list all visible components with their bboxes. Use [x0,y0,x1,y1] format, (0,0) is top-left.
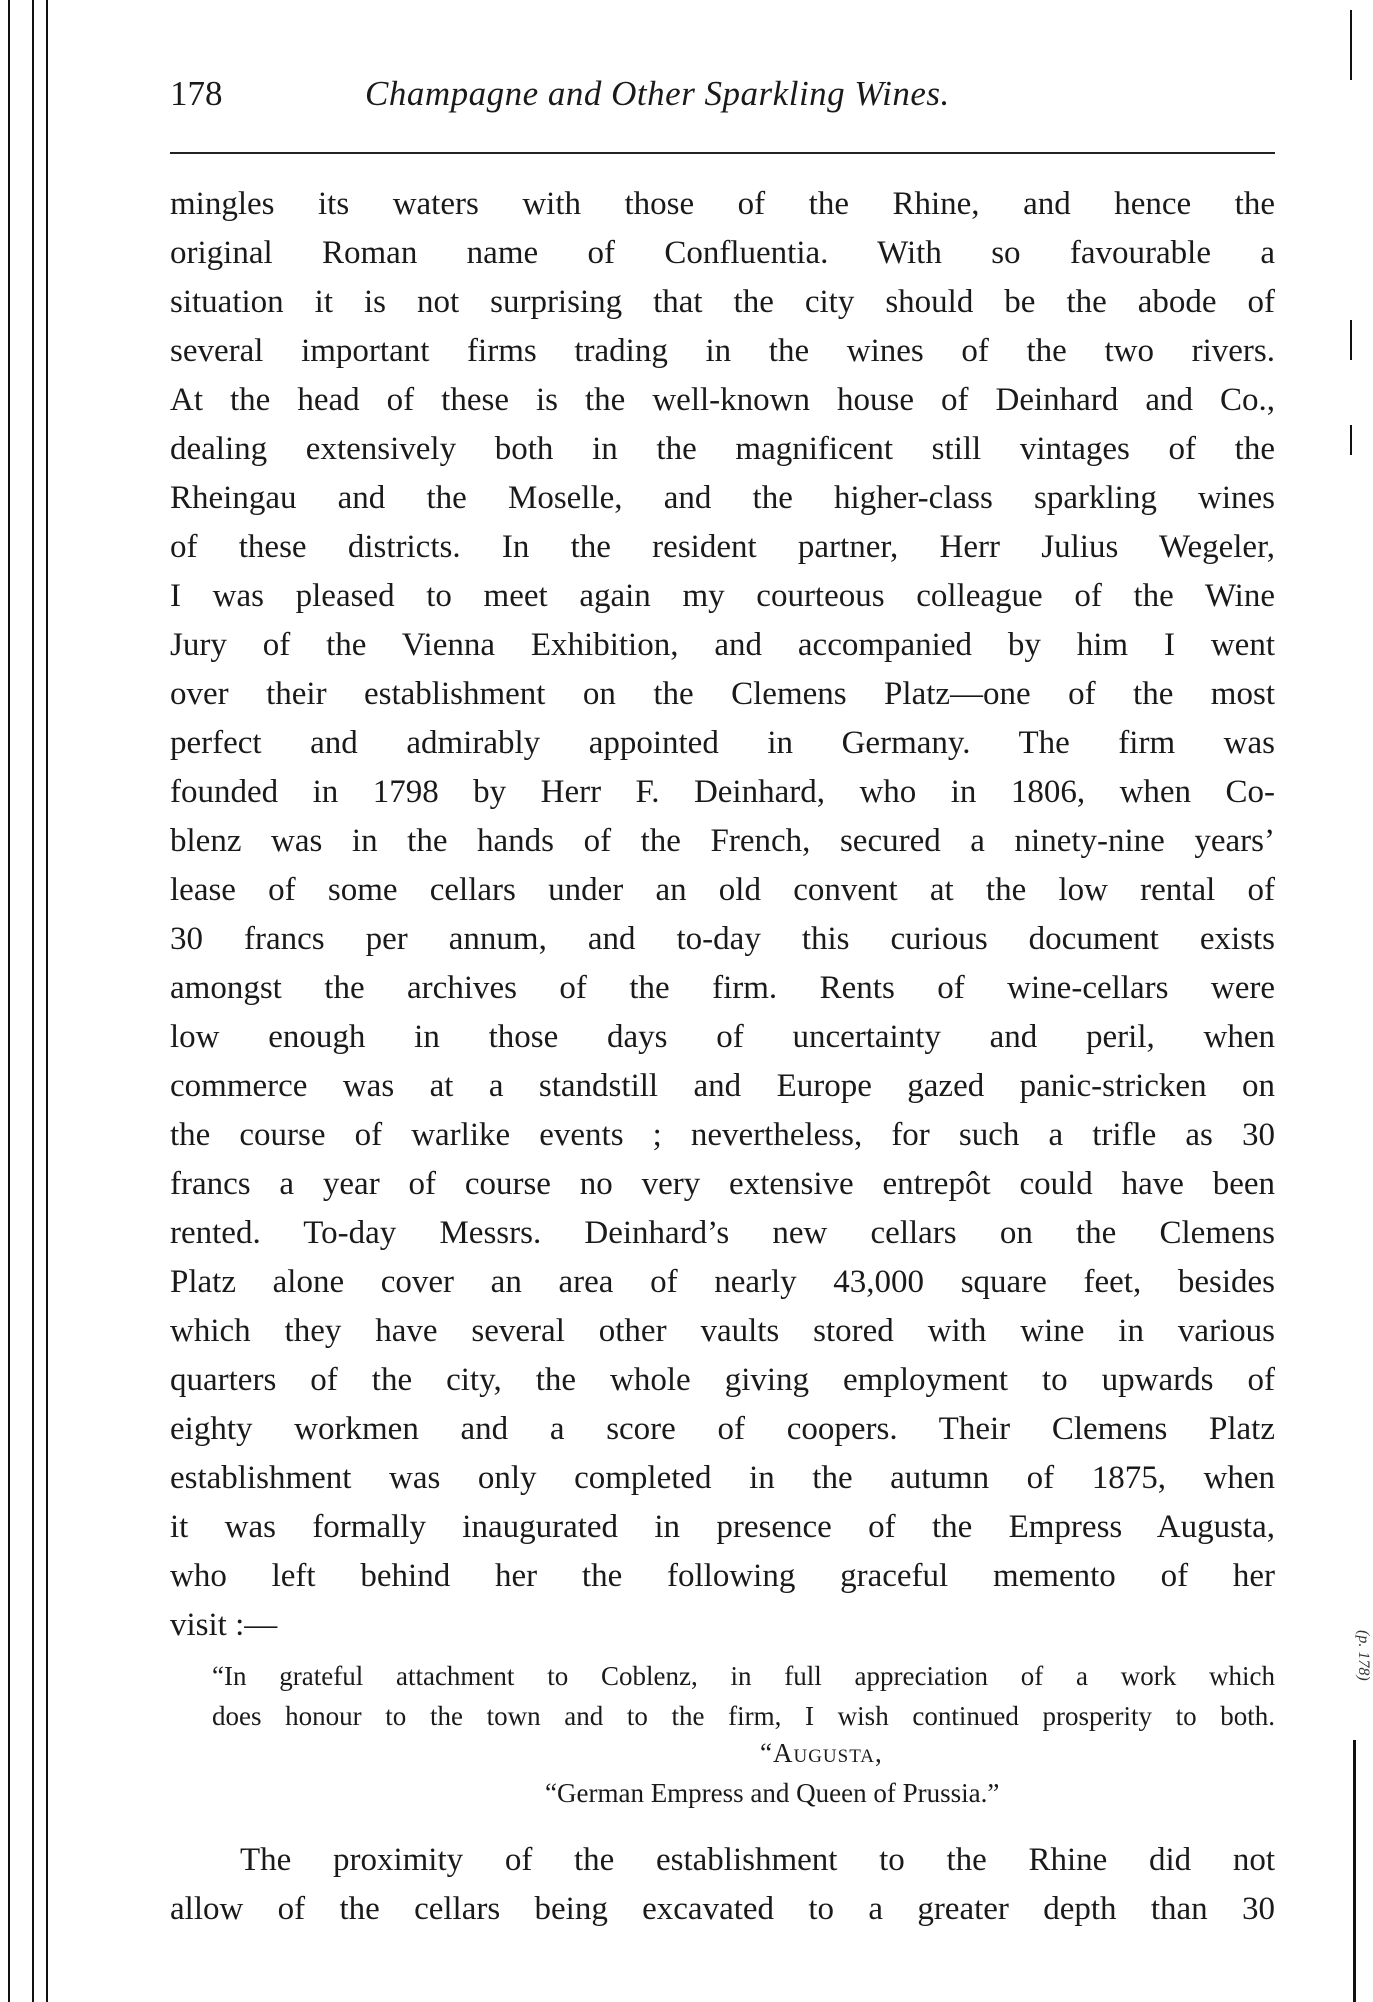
scan-edge-line [8,0,10,2002]
text-line: founded in 1798 by Herr F. Deinhard, who in 1806, when Co- [170,774,1275,810]
text-line: 30 francs per annum, and to-day this curious document exists [170,921,1275,957]
scan-edge-line [46,0,48,2002]
text-line: rented. To-day Messrs. Deinhard’s new cellars on the Clemens [170,1215,1275,1251]
scan-edge-line [1353,1740,1356,2002]
running-title: Champagne and Other Sparkling Wines. [365,74,950,113]
text-line: perfect and admirably appointed in Germany. The firm was [170,725,1275,761]
text-line: amongst the archives of the firm. Rents of wine-cellars were [170,970,1275,1006]
text-line: Jury of the Vienna Exhibition, and accompanied by him I went [170,627,1275,663]
closing-paragraph [170,1836,1275,1934]
quote-line: “In grateful attachment to Coblenz, in full appreciation of a work which [212,1661,1275,1691]
text-line: lease of some cellars under an old convent at the low rental of [170,872,1275,908]
text-line: of these districts. In the resident partner, Herr Julius Wegeler, [170,529,1275,565]
text-line: mingles its waters with those of the Rhine, and hence the [170,186,1275,222]
text-line: Rheingau and the Moselle, and the higher-class sparkling wines [170,480,1275,516]
text-line: eighty workmen and a score of coopers. Their Clemens Platz [170,1411,1275,1447]
text-line: visit :— [170,1607,278,1643]
quote-line: does honour to the town and to the firm, I wish continued prosperity to both. [212,1701,1275,1731]
text-line: which they have several other vaults stored with wine in various [170,1313,1275,1349]
text-line: allow of the cellars being excavated to a greater depth than 30 [170,1891,1275,1927]
header-rule [170,152,1275,154]
text-line: who left behind her the following graceful memento of her [170,1558,1275,1594]
text-line: original Roman name of Confluentia. With so favourable a [170,235,1275,271]
text-line: it was formally inaugurated in presence of the Empress Augusta, [170,1509,1275,1545]
page-header [170,74,1270,124]
text-line: situation it is not surprising that the city should be the abode of [170,284,1275,320]
body-paragraph [170,180,1275,1650]
scan-edge-line [1350,425,1352,455]
text-line: several important firms trading in the wines of the two rivers. [170,333,1275,369]
margin-annotation: (p. 178) [1355,1630,1372,1681]
text-line: The proximity of the establishment to the Rhine did not [240,1842,1275,1878]
text-line: At the head of these is the well-known house of Deinhard and Co., [170,382,1275,418]
text-line: quarters of the city, the whole giving employment to upwards of [170,1362,1275,1398]
text-line: establishment was only completed in the autumn of 1875, when [170,1460,1275,1496]
text-line: Platz alone cover an area of nearly 43,000 square feet, besides [170,1264,1275,1300]
text-line: over their establishment on the Clemens Platz—one of the most [170,676,1275,712]
text-line: blenz was in the hands of the French, secured a ninety-nine years’ [170,823,1275,859]
block-quote [212,1656,1275,1736]
quote-signature-title: “German Empress and Queen of Prussia.” [545,1778,1000,1808]
scan-edge-line [1350,10,1352,80]
text-line: commerce was at a standstill and Europe gazed panic-stricken on [170,1068,1275,1104]
text-line: francs a year of course no very extensive entrepôt could have been [170,1166,1275,1202]
text-line: the course of warlike events ; nevertheless, for such a trifle as 30 [170,1117,1275,1153]
text-line: I was pleased to meet again my courteous colleague of the Wine [170,578,1275,614]
quote-signature: “Augusta, [760,1738,883,1768]
page-number: 178 [170,74,223,113]
text-line: low enough in those days of uncertainty and peril, when [170,1019,1275,1055]
text-line: dealing extensively both in the magnificent still vintages of the [170,431,1275,467]
scan-edge-line [32,0,34,2002]
scan-edge-line [1350,320,1352,360]
